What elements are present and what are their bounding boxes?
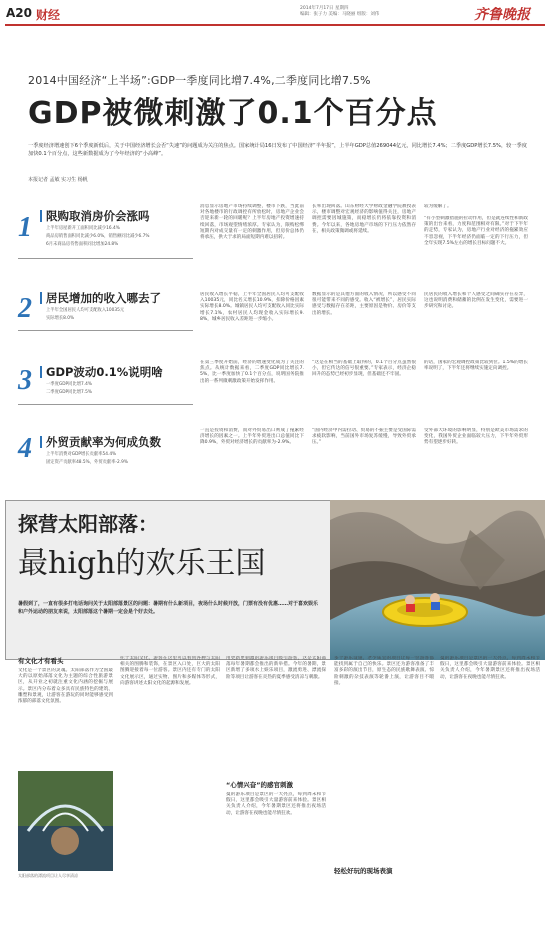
body-text: 消息显示房地产市场持续调整，楼市下跌，当此前对各地楼市的行政调控有所放松时，房地产企业会否迎来新一轮的回暖呢？上半年房地产投资增速持续回落，市场观望情绪浓厚。专家认为，限购松绑短期内对成交量有一定的刺激作用，但房价总体仍将承压，供大于求的局面短期内难以扭转。 bbox=[200, 204, 304, 241]
feature-photo bbox=[330, 500, 545, 660]
body-text: 多个游乐设施，老少咸宜的项目让每一位游客都能找到属于自己的快乐。景区还为游客准备了丰富多彩的演出节目，原生态的民族歌舞表演、惊险刺激的杂技表演等轮番上演，让游客目不暇接。 bbox=[334, 656, 434, 686]
item-title: 外贸贡献率为何成负数 bbox=[46, 435, 161, 449]
item-number: 1 bbox=[18, 212, 32, 243]
article-headline: GDP被微刺激了0.1个百分点 bbox=[28, 96, 438, 131]
item-sub: 二季度GDP同比增7.5% bbox=[46, 390, 92, 395]
item-title: 居民增加的收入哪去了 bbox=[46, 291, 161, 305]
body-text: 长率出现回落。山东财经大学财政金融学院教授表示，楼市调整对宏观经济的影响值得关注，房地产调控需要因城施策，而稳增长仍将依靠投资和消费。今年以来，各地房地产市场的下行压力依然存在，相关政策微调或将延续。 bbox=[312, 204, 416, 234]
body-text: 一直是投资和消费，而对外贸易出口则成了拖累经济增长的因素之一。上半年外贸进出口总值同比下降0.9%，外贸对经济增长的贡献率为-2.9%。 bbox=[200, 428, 304, 446]
feature-title-main: 最high的欢乐王国 bbox=[18, 546, 266, 581]
header-meta bbox=[300, 6, 460, 18]
article-kicker: 2014中国经济“上半场”:GDP一季度同比增7.4%,二季度同比增7.5% bbox=[28, 74, 371, 87]
bottom-photo bbox=[18, 771, 113, 871]
body-text: 文化是一个景区的灵魂。太阳部落作为全国最大的以原始部落文化为主题的综合性旅游景区，从开业之初就注重文化内涵的挖掘与展示。景区内分布着众多具有民族特色的建筑、雕塑和景观，让游客在游玩的同时能够感受到浓郁的部落文化氛围。 bbox=[18, 668, 113, 705]
body-text: 曼的游乐项目是景区的一大亮点，每到周末和节假日，这里都会吸引大量游客前来体验。景区相关负责人介绍，今年暑期景区还将推出夜场活动，让游客在夜晚也能尽情狂欢。 bbox=[226, 792, 326, 816]
body-text: “这是在相当的基础上取得的，0.1个百分点虽然很小，但它传达的信号很重要。”专家表示，经济企稳回升的态势已经初步显现，但基础还不牢固。 bbox=[312, 360, 416, 378]
item-divider bbox=[18, 404, 193, 405]
item-sub: 上半年房屋新开工面积同比减少16.4% bbox=[46, 226, 120, 231]
body-text: 在第三季度开始前，经济的增速变化成为了关注的焦点。从统计数据来看，二季度GDP同比增长7.5%，比一季度加快了0.1个百分点，说明国务院推出的一系列微刺激政策开始发挥作用。 bbox=[200, 360, 304, 384]
body-text: 较为缓解了。 bbox=[424, 204, 452, 209]
body-text: 居民收入增长平稳，上半年全国居民人均可支配收入10035元，同比名义增长10.9%，扣除价格因素实际增长8.0%。城镇居民人均可支配收入同比实际增长7.1%，农村居民人均现金收入实际增长9.8%，城乡居民收入差距进一步缩小。 bbox=[200, 292, 304, 322]
body-text: 数据显示的是其他方面的收入情况，所以感受不同很可能带来不同的感受。收入“被增长”，居民实际感受与数据存在差距，主要原因是物价、房价等支出的增长。 bbox=[312, 292, 416, 316]
item-sub: 一季度GDP同比增7.4% bbox=[46, 382, 92, 387]
item-divider bbox=[18, 330, 193, 331]
body-text: 曼的游乐项目是景区的一大亮点，每到周末和节假日，这里都会吸引大量游客前来体验。景区相关负责人介绍，今年暑期景区还将推出夜场活动，让游客在夜晚也能尽情狂欢。 bbox=[440, 656, 540, 680]
item-number: 4 bbox=[18, 433, 32, 464]
item-sub: 实际增长8.0% bbox=[46, 316, 75, 321]
item-title: GDP波动0.1%说明啥 bbox=[46, 365, 163, 379]
item-accent-bar bbox=[40, 366, 42, 378]
body-text: 用更新更刺激的游乐项目吸引游客，这是太阳部落每年暑期都会推出的新举措。今年的暑期，景区新增了多项水上娱乐项目，激流勇进、漂流探险等项目让游客在炎热的夏季感受清凉与刺激。 bbox=[226, 656, 326, 680]
item-number: 2 bbox=[18, 293, 32, 324]
newspaper-logo: 齐鲁晚报 bbox=[474, 7, 530, 23]
feature-lead: 暑假到了，一直有很多打电话询问关于太阳部落景区的问题：暑期有什么新项目，夜场什么时候开放，门票有没有优惠……对于喜欢娱乐和户外运动的朋友来说，太阳部落这个暑期一定会是个好去处。 bbox=[18, 601, 319, 615]
header-editors: 编辑：张子力 美编：马晓丽 组版：刘伟 bbox=[300, 12, 380, 17]
feature-subhead: “心情兴奋”的感官刺激 bbox=[226, 781, 294, 789]
feature-subhead: 有文化才有看头 bbox=[18, 657, 64, 665]
item-number: 3 bbox=[18, 365, 32, 396]
article-byline: 本报记者 孟敏 实习生 杨帆 bbox=[28, 177, 88, 183]
section-name: 财经 bbox=[36, 8, 61, 22]
body-text: “有小型刺激措施的拉动作用，但是就连续性和新政策的出台来看，力度和范围相对有限。”对于下半年的走势，专家认为，房地产行业对经济的拖累效应不容忽视，下半年经济仍面临一定的下行压力，但全年实现7.5%左右的增长目标问题不大。 bbox=[424, 216, 528, 246]
item-title: 限购取消房价会涨吗 bbox=[46, 209, 150, 223]
body-text: 托于太阳文化，游客在这里可以看到各种与太阳相关的图腾和装饰，在景区入口处，巨大的太阳图腾迎接着每一位游客。景区内还有专门的太阳文化展示区，通过实物、图片和多媒体等形式，向游客讲述太阳文化的起源和发展。 bbox=[120, 656, 220, 686]
body-text: 受外部大环境的影响明显，特别是欧美市场需求的变化，我国外贸企业面临较大压力，下半年外贸形势有望逐步好转。 bbox=[424, 428, 528, 446]
article-lead: 一季度经济增速创下6个季度新低后，关于中国经济增长会否“失速”的问题成为关注的焦点。国家统计局16日发布了中国经济“半年报”，上半年GDP总值269044亿元，同比增长7.4%；二季度GDP增长7.5%，较一季度加快0.1个百分点，这些新数据成为了今年经济的“小高峰”。 bbox=[28, 143, 527, 157]
header-date: 2014年7月17日 星期四 bbox=[300, 6, 349, 11]
item-accent-bar bbox=[40, 436, 42, 448]
item-sub: 上半年消费对GDP增长贡献率54.4% bbox=[46, 452, 117, 457]
fountain-photo bbox=[18, 771, 113, 871]
item-accent-bar bbox=[40, 292, 42, 304]
item-sub: 上半年全国居民人均可支配收入10035元 bbox=[46, 308, 125, 313]
item-divider bbox=[18, 258, 193, 259]
body-text: “国内经济中内需拉动、贸易的不振主要是受国际需求疲软影响，当前国外市场复苏缓慢，导致外贸承压。” bbox=[312, 428, 416, 446]
header-rule bbox=[5, 24, 545, 26]
item-sub: 商品房销售面积同比减少6.0%，销售额同比减少6.7% bbox=[46, 234, 150, 239]
photo-caption: 太阳部落的漂流项目让人尽享清凉 bbox=[18, 873, 78, 878]
item-accent-bar bbox=[40, 210, 42, 222]
feature-subhead: 轻松好玩的现场表演 bbox=[334, 867, 393, 875]
rafting-photo bbox=[330, 500, 545, 660]
page-number: A20 bbox=[6, 6, 32, 20]
body-text: 的话，国家的宏观调控政策比较到位。1.5%的增长率说明了，下半年还将继续实施定向调控。 bbox=[424, 360, 528, 372]
feature-title: 探营太阳部落： bbox=[18, 512, 158, 536]
item-sub: 6月末商品房待售面积同比增加24.8% bbox=[46, 242, 119, 247]
body-text: 民居民的收入增长和个人感受之间确实存在差异，这也说明消费和储蓄的比例在发生变化，需要进一步研究和讨论。 bbox=[424, 292, 528, 310]
item-sub: 固定资产贡献率48.5%，外贸贡献率-2.9% bbox=[46, 460, 128, 465]
